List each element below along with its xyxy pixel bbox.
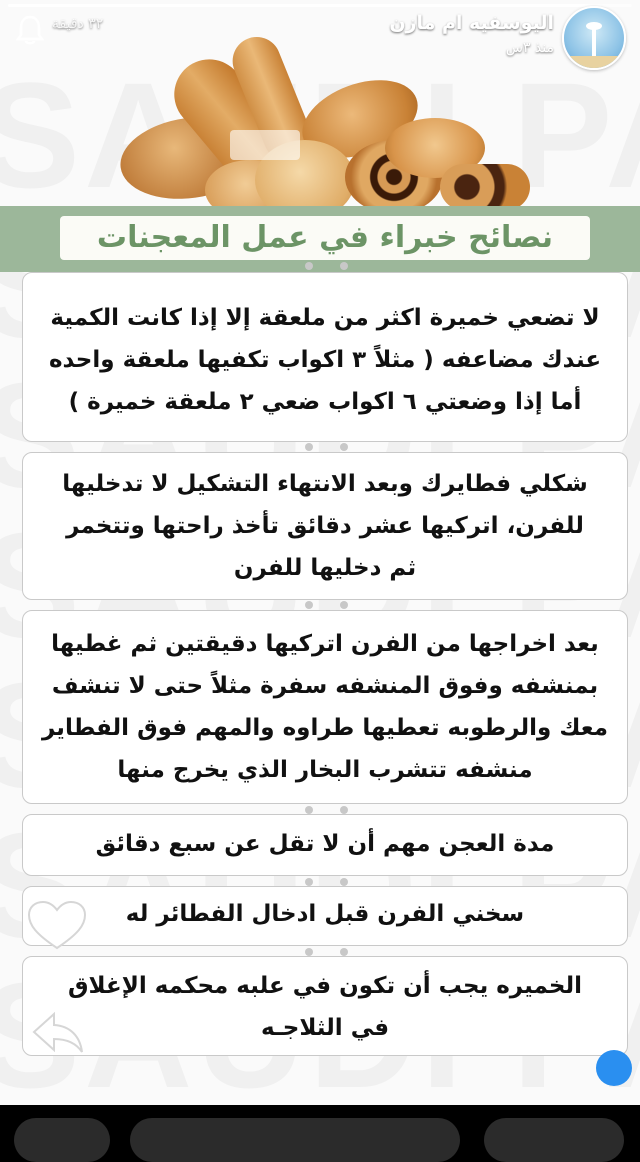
tip-line: ثم دخليها للفرن (233, 555, 417, 581)
tip-card-6 (22, 956, 628, 1056)
bell-icon[interactable] (10, 10, 50, 50)
connector-dot (340, 443, 348, 451)
connector-dot (305, 443, 313, 451)
tip-card-5 (22, 886, 628, 946)
tip-line: أما إذا وضعتي ٦ اكواب ضعي ٢ ملعقة خميرة ) (68, 389, 582, 415)
tip-line: في الثلاجـه (260, 1015, 390, 1041)
tip-line: منشفه تتشرب البخار الذي يخرج منها (117, 757, 533, 783)
tip-card-2 (22, 452, 628, 600)
connector-dot (305, 262, 313, 270)
tip-line: سخني الفرن قبل ادخال الفطائر له (125, 901, 525, 927)
story-progress-bar (8, 4, 632, 7)
tip-line: عندك مضاعفه ( مثلاً ٣ اكواب تكفيها ملعقة واحده (48, 347, 602, 373)
connector-dot (340, 948, 348, 956)
connector-dot (305, 806, 313, 814)
connector-dot (305, 878, 313, 886)
tip-card-1 (22, 272, 628, 442)
time-ago: منذ ٣س (505, 40, 554, 56)
tip-line: بمنشفه وفوق المنشفه سفرة مثلاً حتى لا تنشف (51, 673, 599, 699)
notify-text: ٣٢ دقيقة (52, 16, 104, 32)
share-arrow-icon[interactable] (30, 1010, 86, 1054)
connector-dot (305, 948, 313, 956)
page-title: نصائح خبراء في عمل المعجنات (60, 216, 590, 260)
connector-dot (340, 878, 348, 886)
tip-line: شكلي فطايرك وبعد الانتهاء التشكيل لا تدخليها (62, 471, 588, 497)
corner-indicator (596, 1050, 632, 1086)
connector-dot (340, 262, 348, 270)
tip-line: الخميره يجب أن تكون في علبه محكمه الإغلاق (67, 973, 583, 999)
bottom-button-left[interactable] (14, 1118, 110, 1162)
tip-card-3 (22, 610, 628, 804)
reply-input[interactable] (130, 1118, 460, 1162)
tip-line: مدة العجن مهم أن لا تقل عن سبع دقائق (95, 831, 555, 857)
tip-line: لا تضعي خميرة اكثر من ملعقة إلا إذا كانت الكمية (50, 305, 600, 331)
tip-line: بعد اخراجها من الفرن اتركيها دقيقتين ثم غطيها (51, 631, 599, 657)
title-banner (0, 206, 640, 272)
tip-line: للفرن، اتركيها عشر دقائق تأخذ راحتها وتتخمر (66, 513, 584, 539)
tip-card-4 (22, 814, 628, 876)
avatar-icon[interactable] (562, 6, 626, 70)
connector-dot (340, 601, 348, 609)
tip-line: معك والرطوبه تعطيها طراوه والمهم فوق الفطاير (42, 715, 608, 741)
username[interactable]: اليوسفيه ام مازن (389, 12, 554, 34)
connector-dot (305, 601, 313, 609)
connector-dot (340, 806, 348, 814)
story-progress-fill (8, 4, 601, 7)
bottom-button-right[interactable] (484, 1118, 624, 1162)
heart-icon[interactable] (26, 900, 88, 952)
